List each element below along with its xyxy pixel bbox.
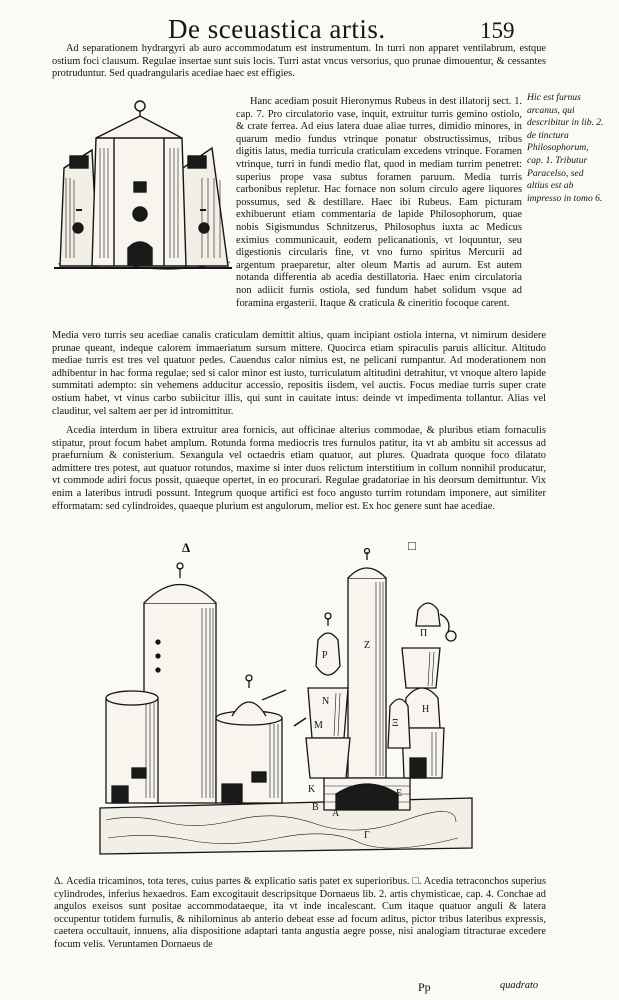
signature-mark: Pp [418,980,431,994]
page-header-title: De sceuastica artis. [168,14,386,44]
top-furnace-woodcut [52,98,234,274]
figure-letter: Η [422,704,430,715]
acedia-woodcut [96,548,476,860]
figure-caption: Δ. Acedia tricaminos, tota teres, cuius partes & explicatio satis patet ex superioribus. □. Acedia tetraconchos superius cylindrodes, inferius hexaedros. Eam excogitauit descripsitque Dornaeus lib. 2. artis chymisticae, cap. 4. Conchae ad angulos exeisos sunt positae accommodataeque, ita vt inde incalescant. Cum itaque quatuor anguli & latera occupentur totidem furnulis, & nihilominus ab anterio debeat esse ad focum aditus, pictor tribus lateribus expressis, caetera occultauit, innuens, alia dispositione adaptari tanta angustia aegre posse, nisi analogiam titracturae excedere focum velis. Veruntamen Dornaeus de [54,876,546,950]
fornax-paragraph: Acedia interdum in libera extruitur area fornicis, aut officinae alterius commodae, & pluribus etiam fornaculis stipatur, prout focum habet amplum. Rotunda forma mediocris tres furnulos patitur, ita vt ab ambitu sit accessus ad praefurnium & conisterium. Sexangula vel octaedris etiam quatuor, aut plures. Quadrata quoque foco dilatato admittere tres potest, aut quatuor rotundos, maxime si inter duos relictum interstitium in collum nonnihil producatur, vt commode adiri focus possit, quaeque opertet, in eo procurari. Regulae gradatoriae in his deorsum demittuntur. Vix enim a lateribus intrudi possunt. Integrum quoque artifici est foco angusto turrim rotundam imponere, aut similiter efformatam: sed cylindroides, quaeque plurium est angulorum, melior est. Ex hoc genere sunt hae acediae. [52,425,546,512]
figure-letter: Π [420,628,428,639]
figure-letter: Γ [364,830,370,841]
figure-letter: Κ [308,784,316,795]
figure-letter: Ε [396,788,403,799]
marginal-note: Hic est furnus arcanus, qui describitur in lib. 2. de tinctura Philosophorum, cap. 1. Tributur Paracelso, sed altius est ab impresso in tomo 6. [527,92,604,204]
figure-letter: Ζ [364,640,371,651]
figure-letter: Μ [314,720,323,731]
figure-label-square: □ [408,538,416,553]
figure-label-delta: Δ [182,540,191,555]
catchword: quadrato [500,980,539,991]
figure-letter: Β [312,802,319,813]
intro-paragraph: Ad separationem hydrargyri ab auro accommodatum est instrumentum. In turri non apparet ventilabrum, estque ostium foci clausum. Regulae insertae sunt suis locis. Turri astat vncus versorius, quo prunae dimouentur, & cessantes protruduntur. Sed quadrangularis acediae haec est effigies. [52,43,546,80]
figure-letter: Ν [322,696,330,707]
figure-letter: Ρ [322,650,328,661]
figure-letter: Ξ [392,718,399,729]
figure-letter: Α [332,808,340,819]
page-number: 159 [480,18,515,43]
rubeus-paragraph-upper: Hanc acediam posuit Hieronymus Rubeus in dest illatorij sect. 1. cap. 7. Pro circulatorio vase, inquit, extruitur turris gemino ostiolo, & crate ferrea. Ad eius latera duae aliae turres, dimidio minores, in quarum medio fundus vtrinque ponatur obstructissimus, tribus digitis latus, media turricula craticulam excedens vtrinque. Foramen vtrinque, turri in fundi medio flat, quod in mediam turrim penetret: superius prope vasa subtus foramen paruum. Media turris carbonibus repletur. Hac fornace non solum circulo agere liquores possumus, sed & destillare. Haec ibi Rubeus. Eam picturam exhibuerunt etiam commentaria de lapide Philosophorum, quae nobis Sigismundus Schnitzerus, Philosophus iuxta ac Medicus eximius communicauit, eodem pelicanationis, vt loquuntur, seu digestionis circularis fine, vt vno furno spiritus Mercurii ad argentum praeparetur, alter oleum Martis ad aurum. Est autem notanda differentia ab acedia destillatoria. Haec enim circulatoria non adiicit furnis ostiola, sed fundum habet solidum vsque ad foramina ergasterii. Itaque & craticula & cineritio focoque carent. [236,96,522,309]
rubeus-paragraph-lower: Media vero turris seu acediae canalis craticulam demittit altius, quam incipiant ostiola interna, vt nimirum desidere prunae queant, indeque calorem immaeriatum sursum mittere. Quocirca etiam spiraculis paruis allicitur. Altitudo mediae turris est tres vel quatuor pedes. Cauendus calor nimius est, ne pelicani rumpantur. Ad moderationem non adhibentur in hac forma regulae; sed si calor minor est iusto, turriculatum altitudini detrahitur, vt vnoque altero lapide summitati adempto: sin vehemens adducitur accessio, repositis iisdem, vel auctis. Focus mediae turris super crate ostium habet, vt vinus carbo subiicitur illis, qui sunt in cauitate intus: deinde vt impedimenta tollantur. Alias vel clauditur, vel saltem aer per id intromittitur. [52,330,546,417]
